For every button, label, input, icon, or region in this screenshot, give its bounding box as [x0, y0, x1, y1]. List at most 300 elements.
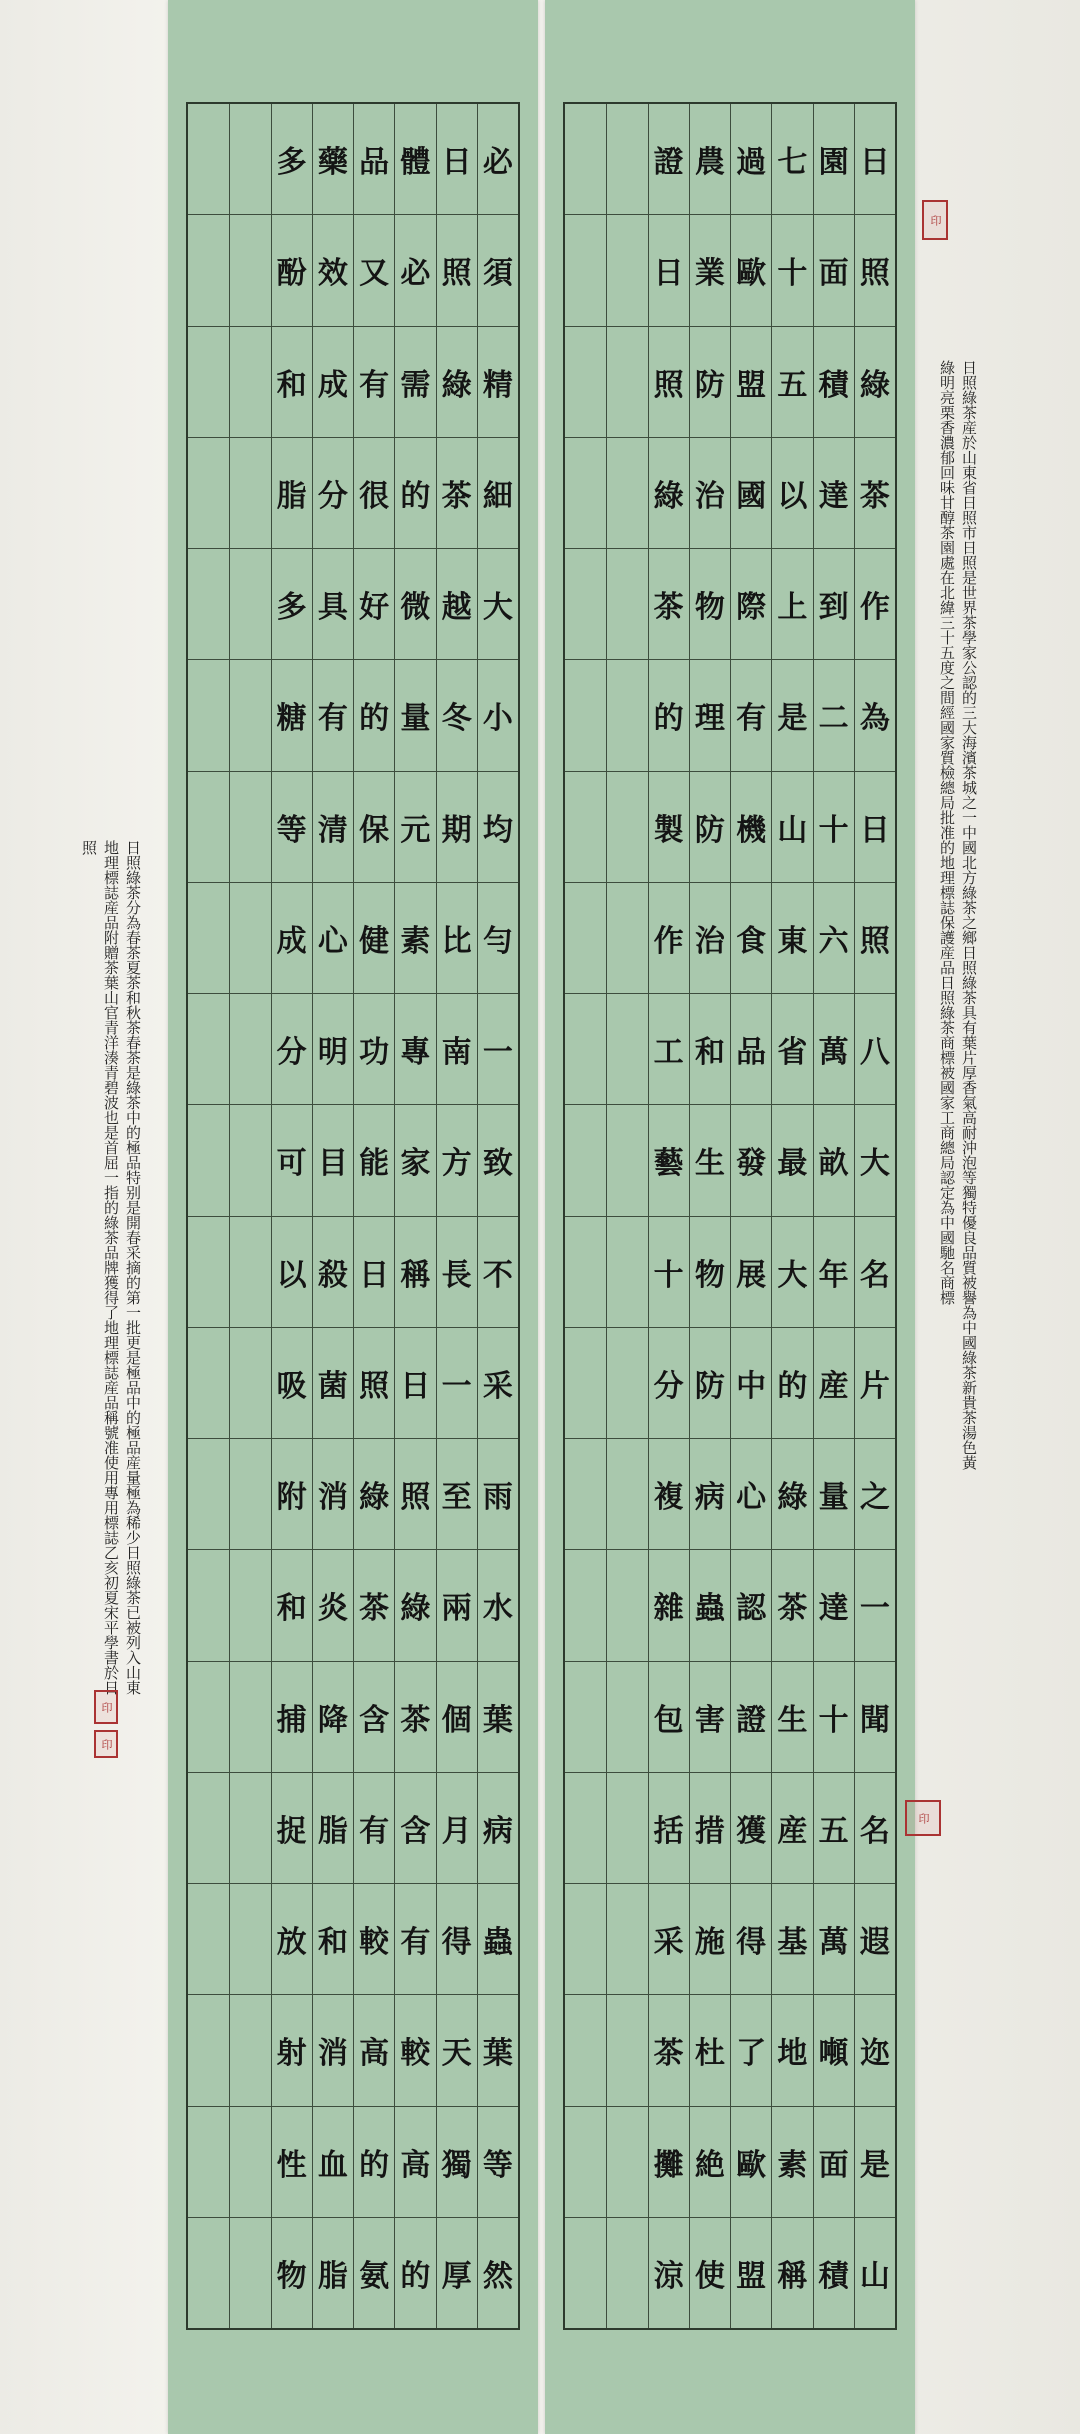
- character-cell: 品: [731, 994, 771, 1105]
- character-cell: 獨: [437, 2107, 477, 2218]
- character-cell: 心: [731, 1439, 771, 1550]
- character-cell: [607, 1884, 647, 1995]
- character-cell: 理: [690, 660, 730, 771]
- character-cell: [565, 2218, 606, 2328]
- character-cell: [230, 1995, 270, 2106]
- character-cell: [230, 1773, 270, 1884]
- character-cell: 畝: [814, 1105, 854, 1216]
- character-cell: 十: [814, 772, 854, 883]
- character-cell: [230, 1550, 270, 1661]
- character-cell: 茶: [772, 1550, 812, 1661]
- character-cell: 綠: [649, 438, 689, 549]
- character-cell: 的: [772, 1328, 812, 1439]
- character-cell: 保: [354, 772, 394, 883]
- character-cell: 小: [478, 660, 518, 771]
- character-cell: 防: [690, 1328, 730, 1439]
- character-cell: 需: [395, 327, 435, 438]
- character-cell: 性: [272, 2107, 312, 2218]
- seal-stamp: 印: [94, 1730, 118, 1758]
- character-cell: [188, 215, 229, 326]
- character-cell: 茶: [855, 438, 895, 549]
- character-cell: [188, 327, 229, 438]
- character-cell: [565, 1550, 606, 1661]
- character-cell: 稱: [395, 1217, 435, 1328]
- right-calligraphy-panel: [545, 0, 915, 2434]
- character-cell: 脂: [313, 1773, 353, 1884]
- character-cell: 二: [814, 660, 854, 771]
- character-cell: 農: [690, 104, 730, 215]
- character-cell: 證: [731, 1662, 771, 1773]
- character-cell: 均: [478, 772, 518, 883]
- character-cell: 家: [395, 1105, 435, 1216]
- character-cell: 六: [814, 883, 854, 994]
- character-cell: [565, 772, 606, 883]
- character-cell: 面: [814, 2107, 854, 2218]
- character-cell: [607, 994, 647, 1105]
- character-cell: [230, 660, 270, 771]
- character-cell: [188, 1550, 229, 1661]
- character-cell: 分: [272, 994, 312, 1105]
- character-cell: 大: [478, 549, 518, 660]
- character-cell: [230, 1217, 270, 1328]
- character-cell: 葉: [478, 1995, 518, 2106]
- character-cell: 脂: [317, 2258, 348, 2294]
- character-cell: 有: [354, 1773, 394, 1884]
- character-cell: 捉: [272, 1773, 312, 1884]
- character-cell: 蟲: [690, 1550, 730, 1661]
- character-cell: 八: [855, 994, 895, 1105]
- character-cell: 製: [649, 772, 689, 883]
- character-cell: 精: [478, 327, 518, 438]
- character-cell: 防: [690, 772, 730, 883]
- character-cell: 多: [272, 549, 312, 660]
- character-cell: [565, 1995, 606, 2106]
- character-cell: [188, 549, 229, 660]
- character-cell: 消: [313, 1995, 353, 2106]
- character-cell: 可: [272, 1105, 312, 1216]
- character-cell: [565, 549, 606, 660]
- character-cell: [188, 1773, 229, 1884]
- character-cell: 為: [855, 660, 895, 771]
- character-cell: 積: [818, 2258, 849, 2294]
- character-cell: 長: [437, 1217, 477, 1328]
- left-side-inscription: 日照綠茶分為春茶夏茶和秋茶春茶是綠茶中的極品特别是開春采摘的第一批更是極品中的極品産量極為稀少日照綠茶已被列入山東地理標誌産品附贈茶葉山官青洋湊青碧波也是首屈一指的綠茶品牌獲得了地理標誌産品稱號准使用專用標誌乙亥初夏宋平學書於日照: [80, 840, 142, 1695]
- character-cell: [565, 438, 606, 549]
- character-cell: 和: [272, 1550, 312, 1661]
- character-cell: 獲: [731, 1773, 771, 1884]
- character-cell: [230, 1884, 270, 1995]
- character-cell: 以: [772, 438, 812, 549]
- character-cell: [565, 883, 606, 994]
- character-cell: 日: [437, 104, 477, 215]
- seal-stamp: 印: [922, 200, 948, 240]
- character-cell: 遐: [855, 1884, 895, 1995]
- character-cell: 業: [690, 215, 730, 326]
- character-cell: [565, 994, 606, 1105]
- character-cell: 省: [772, 994, 812, 1105]
- character-cell: 達: [814, 438, 854, 549]
- character-cell: 分: [313, 438, 353, 549]
- character-cell: 期: [437, 772, 477, 883]
- character-cell: 不: [478, 1217, 518, 1328]
- character-cell: 照: [437, 215, 477, 326]
- character-cell: [607, 1105, 647, 1216]
- right-side-inscription: 日照綠茶産於山東省日照市日照是世界茶學家公認的三大海濱茶城之一中國北方綠茶之鄉日照綠茶具有葉片厚香氣高耐沖泡等獨特優良品質被譽為中國綠茶新貴茶湯色黃綠明亮栗香濃郁回味甘醇茶園處在北緯三十五度之間經國家質檢總局批准的地理標誌保護産品日照綠茶商標被國家工商總局認定為中國馳名商標: [938, 360, 978, 1470]
- character-cell: 捕: [272, 1662, 312, 1773]
- character-cell: 南: [437, 994, 477, 1105]
- character-cell: 的: [354, 2107, 394, 2218]
- character-cell: 日: [354, 1217, 394, 1328]
- character-cell: 較: [354, 1884, 394, 1995]
- seal-stamp: 印: [94, 1690, 118, 1724]
- grid-column: [271, 104, 312, 2328]
- character-cell: 作: [649, 883, 689, 994]
- character-cell: 防: [690, 327, 730, 438]
- character-cell: 有: [313, 660, 353, 771]
- character-cell: 食: [731, 883, 771, 994]
- character-cell: [565, 1773, 606, 1884]
- character-cell: [607, 1439, 647, 1550]
- character-cell: 微: [395, 549, 435, 660]
- seal-stamp: 印: [905, 1800, 941, 1836]
- character-cell: [607, 104, 647, 215]
- character-cell: 發: [731, 1105, 771, 1216]
- character-cell: 功: [354, 994, 394, 1105]
- character-cell: 山: [772, 772, 812, 883]
- grid-column: [771, 104, 812, 2328]
- character-cell: 有: [354, 327, 394, 438]
- character-cell: 具: [313, 549, 353, 660]
- character-cell: [188, 1105, 229, 1216]
- character-cell: 歐: [731, 2107, 771, 2218]
- character-cell: 量: [814, 1439, 854, 1550]
- character-cell: 健: [354, 883, 394, 994]
- character-cell: 量: [395, 660, 435, 771]
- character-cell: 之: [855, 1439, 895, 1550]
- character-cell: 治: [690, 438, 730, 549]
- character-cell: 綠: [855, 327, 895, 438]
- character-cell: 雜: [649, 1550, 689, 1661]
- character-cell: 是: [855, 2107, 895, 2218]
- character-cell: 藥: [313, 104, 353, 215]
- character-cell: 病: [690, 1439, 730, 1550]
- character-cell: 害: [690, 1662, 730, 1773]
- character-cell: 日: [395, 1328, 435, 1439]
- character-cell: 名: [855, 1217, 895, 1328]
- character-cell: 等: [272, 772, 312, 883]
- character-cell: 專: [395, 994, 435, 1105]
- character-cell: 十: [772, 215, 812, 326]
- character-cell: 和: [313, 1884, 353, 1995]
- character-cell: 葉: [478, 1662, 518, 1773]
- character-cell: 達: [814, 1550, 854, 1661]
- character-cell: 際: [731, 549, 771, 660]
- character-cell: [607, 2107, 647, 2218]
- character-cell: [230, 772, 270, 883]
- character-cell: 一: [437, 1328, 477, 1439]
- character-cell: 萬: [814, 994, 854, 1105]
- character-cell: 工: [649, 994, 689, 1105]
- character-cell: 殺: [313, 1217, 353, 1328]
- character-cell: 多: [272, 104, 312, 215]
- character-cell: 分: [649, 1328, 689, 1439]
- character-cell: 物: [690, 549, 730, 660]
- character-cell: [230, 1439, 270, 1550]
- character-cell: 東: [772, 883, 812, 994]
- character-cell: 照: [354, 1328, 394, 1439]
- character-cell: 國: [731, 438, 771, 549]
- character-cell: 稱: [777, 2258, 808, 2294]
- character-cell: 的: [400, 2258, 431, 2294]
- character-cell: 較: [395, 1995, 435, 2106]
- character-cell: 十: [649, 1217, 689, 1328]
- character-cell: 炎: [313, 1550, 353, 1661]
- character-cell: 生: [772, 1662, 812, 1773]
- character-cell: 吸: [272, 1328, 312, 1439]
- character-cell: 冬: [437, 660, 477, 771]
- character-cell: 好: [354, 549, 394, 660]
- character-cell: 絶: [690, 2107, 730, 2218]
- character-cell: 是: [772, 660, 812, 771]
- character-cell: 證: [649, 104, 689, 215]
- character-cell: 大: [772, 1217, 812, 1328]
- character-cell: 月: [437, 1773, 477, 1884]
- character-cell: 兩: [437, 1550, 477, 1661]
- character-cell: [230, 1328, 270, 1439]
- character-cell: [607, 549, 647, 660]
- character-cell: [188, 1884, 229, 1995]
- character-cell: [607, 1550, 647, 1661]
- character-cell: [230, 1105, 270, 1216]
- character-cell: [188, 1439, 229, 1550]
- character-cell: [607, 215, 647, 326]
- character-cell: [565, 660, 606, 771]
- character-cell: [607, 772, 647, 883]
- character-cell: 的: [354, 660, 394, 771]
- character-cell: 有: [395, 1884, 435, 1995]
- character-cell: 體: [395, 104, 435, 215]
- character-cell: [565, 1439, 606, 1550]
- character-cell: [565, 215, 606, 326]
- character-cell: 一: [855, 1550, 895, 1661]
- character-cell: [230, 883, 270, 994]
- character-cell: 盟: [736, 2258, 767, 2294]
- character-cell: 綠: [437, 327, 477, 438]
- character-cell: [565, 1217, 606, 1328]
- character-cell: 綠: [395, 1550, 435, 1661]
- character-cell: 放: [272, 1884, 312, 1995]
- character-cell: 厚: [441, 2258, 472, 2294]
- character-cell: [230, 2107, 270, 2218]
- character-cell: 水: [478, 1550, 518, 1661]
- character-cell: 茶: [649, 549, 689, 660]
- character-cell: 等: [478, 2107, 518, 2218]
- character-cell: 降: [313, 1662, 353, 1773]
- character-cell: 涼: [653, 2258, 684, 2294]
- character-cell: 得: [437, 1884, 477, 1995]
- character-cell: [565, 327, 606, 438]
- character-cell: 氨: [359, 2258, 390, 2294]
- grid-column: [229, 104, 270, 2328]
- character-cell: 照: [855, 215, 895, 326]
- left-calligraphy-panel: [168, 0, 538, 2434]
- character-cell: 射: [272, 1995, 312, 2106]
- character-cell: 茶: [649, 1995, 689, 2106]
- character-cell: 措: [690, 1773, 730, 1884]
- character-cell: 萬: [814, 1884, 854, 1995]
- character-cell: 必: [395, 215, 435, 326]
- character-cell: 心: [313, 883, 353, 994]
- character-cell: 攤: [649, 2107, 689, 2218]
- character-cell: [230, 104, 270, 215]
- character-cell: 複: [649, 1439, 689, 1550]
- character-cell: [188, 1328, 229, 1439]
- character-cell: 積: [814, 327, 854, 438]
- character-cell: 機: [731, 772, 771, 883]
- character-cell: [607, 660, 647, 771]
- character-cell: 到: [814, 549, 854, 660]
- character-cell: 含: [354, 1662, 394, 1773]
- character-cell: [607, 1995, 647, 2106]
- right-character-grid: [563, 102, 897, 2330]
- character-cell: 五: [814, 1773, 854, 1884]
- character-cell: 目: [313, 1105, 353, 1216]
- character-cell: 施: [690, 1884, 730, 1995]
- character-cell: 展: [731, 1217, 771, 1328]
- character-cell: 糖: [272, 660, 312, 771]
- character-cell: [230, 327, 270, 438]
- character-cell: 得: [731, 1884, 771, 1995]
- character-cell: [188, 1217, 229, 1328]
- character-cell: 效: [313, 215, 353, 326]
- character-cell: 然: [482, 2258, 513, 2294]
- character-cell: 大: [855, 1105, 895, 1216]
- character-cell: [230, 1662, 270, 1773]
- character-cell: 脂: [272, 438, 312, 549]
- character-cell: 須: [478, 215, 518, 326]
- character-cell: 産: [772, 1773, 812, 1884]
- character-cell: [230, 994, 270, 1105]
- character-cell: 采: [649, 1884, 689, 1995]
- character-cell: 七: [772, 104, 812, 215]
- character-cell: 迩: [855, 1995, 895, 2106]
- character-cell: [230, 215, 270, 326]
- grid-column: [730, 104, 771, 2328]
- character-cell: 能: [354, 1105, 394, 1216]
- character-cell: 噸: [814, 1995, 854, 2106]
- grid-column: [606, 104, 647, 2328]
- character-cell: 日: [855, 772, 895, 883]
- character-cell: 上: [772, 549, 812, 660]
- character-cell: 越: [437, 549, 477, 660]
- character-cell: 照: [395, 1439, 435, 1550]
- character-cell: [230, 2218, 270, 2328]
- character-cell: 的: [395, 438, 435, 549]
- character-cell: [188, 772, 229, 883]
- character-cell: 雨: [478, 1439, 518, 1550]
- character-cell: [565, 104, 606, 215]
- character-cell: 勻: [478, 883, 518, 994]
- character-cell: 過: [731, 104, 771, 215]
- character-cell: 又: [354, 215, 394, 326]
- character-cell: 高: [354, 1995, 394, 2106]
- character-cell: 以: [272, 1217, 312, 1328]
- character-cell: 和: [272, 327, 312, 438]
- character-cell: 山: [859, 2258, 890, 2294]
- character-cell: [565, 1328, 606, 1439]
- character-cell: [607, 1773, 647, 1884]
- character-cell: 和: [690, 994, 730, 1105]
- character-cell: 藝: [649, 1105, 689, 1216]
- character-cell: [607, 327, 647, 438]
- character-cell: 細: [478, 438, 518, 549]
- grid-column: [394, 104, 435, 2328]
- character-cell: 使: [694, 2258, 725, 2294]
- character-cell: 照: [649, 327, 689, 438]
- character-cell: 酚: [272, 215, 312, 326]
- character-cell: 必: [478, 104, 518, 215]
- character-cell: 含: [395, 1773, 435, 1884]
- character-cell: 茶: [437, 438, 477, 549]
- character-cell: 元: [395, 772, 435, 883]
- character-cell: 聞: [855, 1662, 895, 1773]
- character-cell: 品: [354, 104, 394, 215]
- character-cell: 蟲: [478, 1884, 518, 1995]
- character-cell: 五: [772, 327, 812, 438]
- character-cell: 十: [814, 1662, 854, 1773]
- character-cell: [230, 438, 270, 549]
- character-cell: 年: [814, 1217, 854, 1328]
- grid-column: [477, 104, 518, 2328]
- character-cell: [565, 2107, 606, 2218]
- character-cell: [607, 1328, 647, 1439]
- character-cell: 地: [772, 1995, 812, 2106]
- grid-column: [565, 104, 606, 2328]
- character-cell: 中: [731, 1328, 771, 1439]
- character-cell: 高: [395, 2107, 435, 2218]
- character-cell: 采: [478, 1328, 518, 1439]
- character-cell: 很: [354, 438, 394, 549]
- character-cell: 名: [855, 1773, 895, 1884]
- character-cell: 照: [855, 883, 895, 994]
- character-cell: 明: [313, 994, 353, 1105]
- character-cell: [188, 994, 229, 1105]
- character-cell: 素: [395, 883, 435, 994]
- character-cell: 包: [649, 1662, 689, 1773]
- character-cell: 一: [478, 994, 518, 1105]
- character-cell: [607, 1662, 647, 1773]
- character-cell: 物: [276, 2258, 307, 2294]
- character-cell: [607, 438, 647, 549]
- grid-column: [312, 104, 353, 2328]
- character-cell: 産: [814, 1328, 854, 1439]
- character-cell: 了: [731, 1995, 771, 2106]
- character-cell: 比: [437, 883, 477, 994]
- grid-column: [648, 104, 689, 2328]
- character-cell: 清: [313, 772, 353, 883]
- character-cell: 病: [478, 1773, 518, 1884]
- character-cell: [188, 2107, 229, 2218]
- character-cell: 成: [272, 883, 312, 994]
- character-cell: [188, 1995, 229, 2106]
- character-cell: [607, 1217, 647, 1328]
- character-cell: 認: [731, 1550, 771, 1661]
- grid-column: [813, 104, 854, 2328]
- character-cell: [607, 2218, 647, 2328]
- character-cell: 括: [649, 1773, 689, 1884]
- character-cell: 作: [855, 549, 895, 660]
- character-cell: 片: [855, 1328, 895, 1439]
